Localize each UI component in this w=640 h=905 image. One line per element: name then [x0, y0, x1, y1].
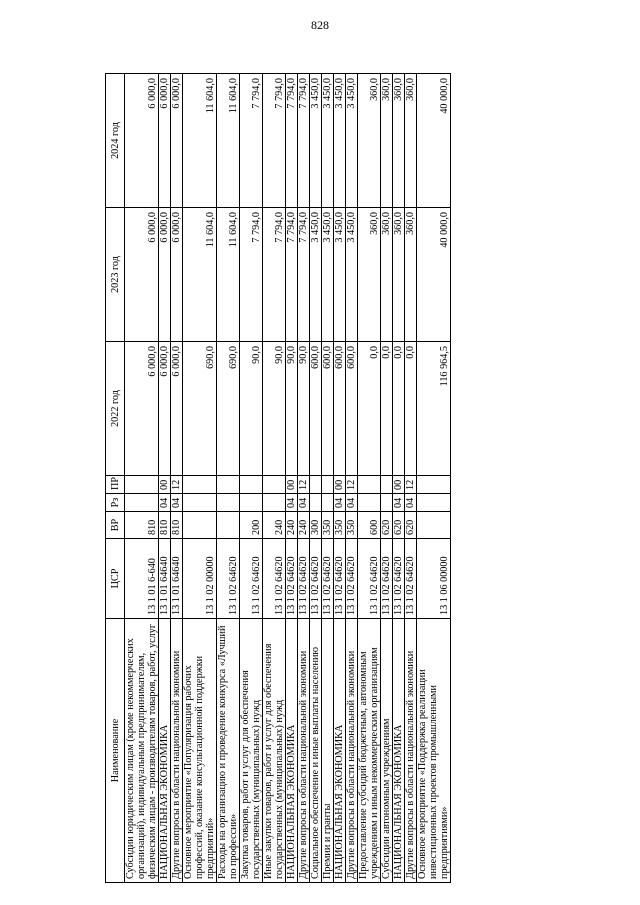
cell-2024: 3 450,0 [322, 74, 334, 208]
cell-csr: 13 1 02 64620 [381, 539, 393, 619]
cell-2024: 360,0 [381, 74, 393, 208]
table-row [159, 74, 171, 883]
cell-name: Другие вопросы в области национальной экономики [346, 619, 358, 883]
cell-vr: 240 [286, 512, 298, 539]
cell-2023: 6 000,0 [171, 208, 183, 342]
cell-2022: 90,0 [286, 342, 298, 476]
cell-csr: 13 1 02 64620 [405, 539, 417, 619]
cell-2024: 40 000,0 [417, 74, 451, 208]
table-row [298, 74, 310, 883]
header-2022: 2022 год [106, 342, 125, 476]
cell-name: Основное мероприятие «Поддержка реализации инвестиционных проектов промышленными предприятиями» [417, 619, 451, 883]
cell-csr: 13 1 02 64620 [263, 539, 286, 619]
table-row [358, 74, 381, 883]
cell-vr: 200 [240, 512, 263, 539]
cell-vr: 810 [125, 512, 159, 539]
cell-2022: 116 964,5 [417, 342, 451, 476]
cell-2023: 3 450,0 [322, 208, 334, 342]
cell-pr: 00 [334, 476, 346, 494]
cell-vr: 620 [381, 512, 393, 539]
header-2023: 2023 год [106, 208, 125, 342]
cell-pr [217, 476, 240, 494]
cell-pr: 00 [286, 476, 298, 494]
cell-2022: 0,0 [405, 342, 417, 476]
cell-csr: 13 1 02 64620 [310, 539, 322, 619]
cell-2024: 7 794,0 [240, 74, 263, 208]
cell-2023: 360,0 [358, 208, 381, 342]
cell-rz [125, 494, 159, 512]
cell-pr: 00 [393, 476, 405, 494]
cell-name: Другие вопросы в области национальной экономики [405, 619, 417, 883]
cell-csr: 13 1 02 64620 [286, 539, 298, 619]
cell-pr [125, 476, 159, 494]
cell-pr [381, 476, 393, 494]
cell-csr: 13 1 02 64620 [334, 539, 346, 619]
cell-pr: 12 [405, 476, 417, 494]
cell-vr: 620 [405, 512, 417, 539]
cell-name: Субсидии автономным учреждениям [381, 619, 393, 883]
cell-2023: 6 000,0 [159, 208, 171, 342]
table-row [125, 74, 159, 883]
cell-name: Закупка товаров, работ и услуг для обеспечения государственных (муниципальных) нужд [240, 619, 263, 883]
cell-2024: 6 000,0 [171, 74, 183, 208]
cell-rz: 04 [405, 494, 417, 512]
cell-2022: 6 000,0 [159, 342, 171, 476]
cell-2022: 6 000,0 [125, 342, 159, 476]
table-row [263, 74, 286, 883]
cell-vr: 620 [393, 512, 405, 539]
cell-vr: 810 [159, 512, 171, 539]
cell-csr: 13 1 02 64620 [298, 539, 310, 619]
cell-vr: 240 [298, 512, 310, 539]
cell-rz: 04 [286, 494, 298, 512]
cell-vr: 600 [358, 512, 381, 539]
cell-name: НАЦИОНАЛЬНАЯ ЭКОНОМИКА [286, 619, 298, 883]
cell-2023: 3 450,0 [346, 208, 358, 342]
cell-pr [358, 476, 381, 494]
cell-rz: 04 [393, 494, 405, 512]
cell-name: Социальное обеспечение и иные выплаты населению [310, 619, 322, 883]
table-row [405, 74, 417, 883]
cell-vr [417, 512, 451, 539]
cell-2022: 6 000,0 [171, 342, 183, 476]
table-row [217, 74, 240, 883]
cell-vr [183, 512, 217, 539]
cell-csr: 13 1 06 00000 [417, 539, 451, 619]
cell-csr: 13 1 02 64620 [217, 539, 240, 619]
cell-pr [183, 476, 217, 494]
cell-csr: 13 1 02 64620 [346, 539, 358, 619]
cell-rz [322, 494, 334, 512]
cell-rz [417, 494, 451, 512]
cell-vr: 350 [322, 512, 334, 539]
cell-pr [263, 476, 286, 494]
header-vr: ВР [106, 512, 125, 539]
table-row [240, 74, 263, 883]
cell-name: Основное мероприятие «Популяризация рабочих профессий, оказание консультационной поддержки предприятий» [183, 619, 217, 883]
cell-rz [240, 494, 263, 512]
cell-2024: 360,0 [393, 74, 405, 208]
cell-2022: 90,0 [298, 342, 310, 476]
table-body [125, 74, 451, 883]
cell-2023: 11 604,0 [183, 208, 217, 342]
cell-2023: 3 450,0 [334, 208, 346, 342]
cell-2024: 360,0 [358, 74, 381, 208]
table-header-row [106, 74, 125, 883]
cell-pr: 12 [171, 476, 183, 494]
cell-2023: 360,0 [381, 208, 393, 342]
table-row [393, 74, 405, 883]
cell-2024: 6 000,0 [159, 74, 171, 208]
cell-2022: 600,0 [346, 342, 358, 476]
cell-pr [310, 476, 322, 494]
cell-name: Предоставление субсидий бюджетным, автономным учреждениям и иным некоммерческим организациям [358, 619, 381, 883]
cell-2023: 40 000,0 [417, 208, 451, 342]
cell-2022: 600,0 [334, 342, 346, 476]
header-rz: Рз [106, 494, 125, 512]
cell-rz [310, 494, 322, 512]
cell-2023: 360,0 [393, 208, 405, 342]
cell-pr: 12 [346, 476, 358, 494]
cell-csr: 13 1 02 64620 [240, 539, 263, 619]
cell-csr: 13 1 01 64640 [159, 539, 171, 619]
cell-2024: 7 794,0 [263, 74, 286, 208]
cell-vr: 300 [310, 512, 322, 539]
cell-csr: 13 1 01 64640 [171, 539, 183, 619]
cell-csr: 13 1 01 6-640 [125, 539, 159, 619]
table-row [183, 74, 217, 883]
cell-2022: 90,0 [263, 342, 286, 476]
cell-pr: 00 [159, 476, 171, 494]
table-row [334, 74, 346, 883]
cell-rz: 04 [334, 494, 346, 512]
cell-2022: 600,0 [322, 342, 334, 476]
table-row [381, 74, 393, 883]
cell-vr: 240 [263, 512, 286, 539]
cell-name: Премии и гранты [322, 619, 334, 883]
cell-name: Субсидии юридическим лицам (кроме некоммерческих организаций), индивидуальным предпринимателям, физическим лицам - производителям товаров, работ, услуг [125, 619, 159, 883]
cell-2023: 7 794,0 [298, 208, 310, 342]
cell-2024: 3 450,0 [346, 74, 358, 208]
cell-name: Другие вопросы в области национальной экономики [298, 619, 310, 883]
cell-2024: 11 604,0 [183, 74, 217, 208]
cell-pr [240, 476, 263, 494]
table-row [346, 74, 358, 883]
cell-rz: 04 [298, 494, 310, 512]
cell-2024: 6 000,0 [125, 74, 159, 208]
cell-2022: 690,0 [217, 342, 240, 476]
cell-name: НАЦИОНАЛЬНАЯ ЭКОНОМИКА [159, 619, 171, 883]
cell-vr: 350 [334, 512, 346, 539]
cell-2023: 7 794,0 [240, 208, 263, 342]
cell-csr: 13 1 02 64620 [322, 539, 334, 619]
header-name: Наименование [106, 619, 125, 883]
cell-2022: 600,0 [310, 342, 322, 476]
cell-2023: 360,0 [405, 208, 417, 342]
cell-2024: 360,0 [405, 74, 417, 208]
table-row [171, 74, 183, 883]
cell-2024: 11 604,0 [217, 74, 240, 208]
cell-vr [217, 512, 240, 539]
cell-2023: 6 000,0 [125, 208, 159, 342]
cell-vr: 810 [171, 512, 183, 539]
header-2024: 2024 год [106, 74, 125, 208]
cell-2022: 90,0 [240, 342, 263, 476]
cell-rz: 04 [171, 494, 183, 512]
cell-rz [217, 494, 240, 512]
cell-name: НАЦИОНАЛЬНАЯ ЭКОНОМИКА [334, 619, 346, 883]
cell-csr: 13 1 02 64620 [393, 539, 405, 619]
header-pr: ПР [106, 476, 125, 494]
cell-2022: 0,0 [393, 342, 405, 476]
cell-name: Расходы на организацию и проведение конкурса «Лучший по профессии» [217, 619, 240, 883]
cell-rz [263, 494, 286, 512]
cell-name: Другие вопросы в области национальной экономики [171, 619, 183, 883]
cell-rz: 04 [346, 494, 358, 512]
cell-2023: 7 794,0 [263, 208, 286, 342]
budget-table [105, 73, 451, 883]
page-number: 828 [311, 18, 329, 32]
cell-2024: 7 794,0 [298, 74, 310, 208]
table-row [286, 74, 298, 883]
header-csr: ЦСР [106, 539, 125, 619]
cell-2022: 0,0 [381, 342, 393, 476]
cell-csr: 13 1 02 64620 [358, 539, 381, 619]
cell-vr: 350 [346, 512, 358, 539]
table-row [310, 74, 322, 883]
cell-pr [417, 476, 451, 494]
table-row [322, 74, 334, 883]
cell-2023: 7 794,0 [286, 208, 298, 342]
table-row [417, 74, 451, 883]
cell-2022: 0,0 [358, 342, 381, 476]
cell-rz: 04 [159, 494, 171, 512]
cell-2024: 3 450,0 [334, 74, 346, 208]
cell-rz [358, 494, 381, 512]
rotated-table-container [105, 73, 535, 883]
cell-name: НАЦИОНАЛЬНАЯ ЭКОНОМИКА [393, 619, 405, 883]
cell-rz [381, 494, 393, 512]
cell-2023: 3 450,0 [310, 208, 322, 342]
cell-2024: 7 794,0 [286, 74, 298, 208]
cell-pr: 12 [298, 476, 310, 494]
cell-rz [183, 494, 217, 512]
cell-csr: 13 1 02 00000 [183, 539, 217, 619]
cell-pr [322, 476, 334, 494]
cell-name: Иные закупки товаров, работ и услуг для обеспечения государственных (муниципальных) нужд [263, 619, 286, 883]
cell-2022: 690,0 [183, 342, 217, 476]
cell-2023: 11 604,0 [217, 208, 240, 342]
cell-2024: 3 450,0 [310, 74, 322, 208]
